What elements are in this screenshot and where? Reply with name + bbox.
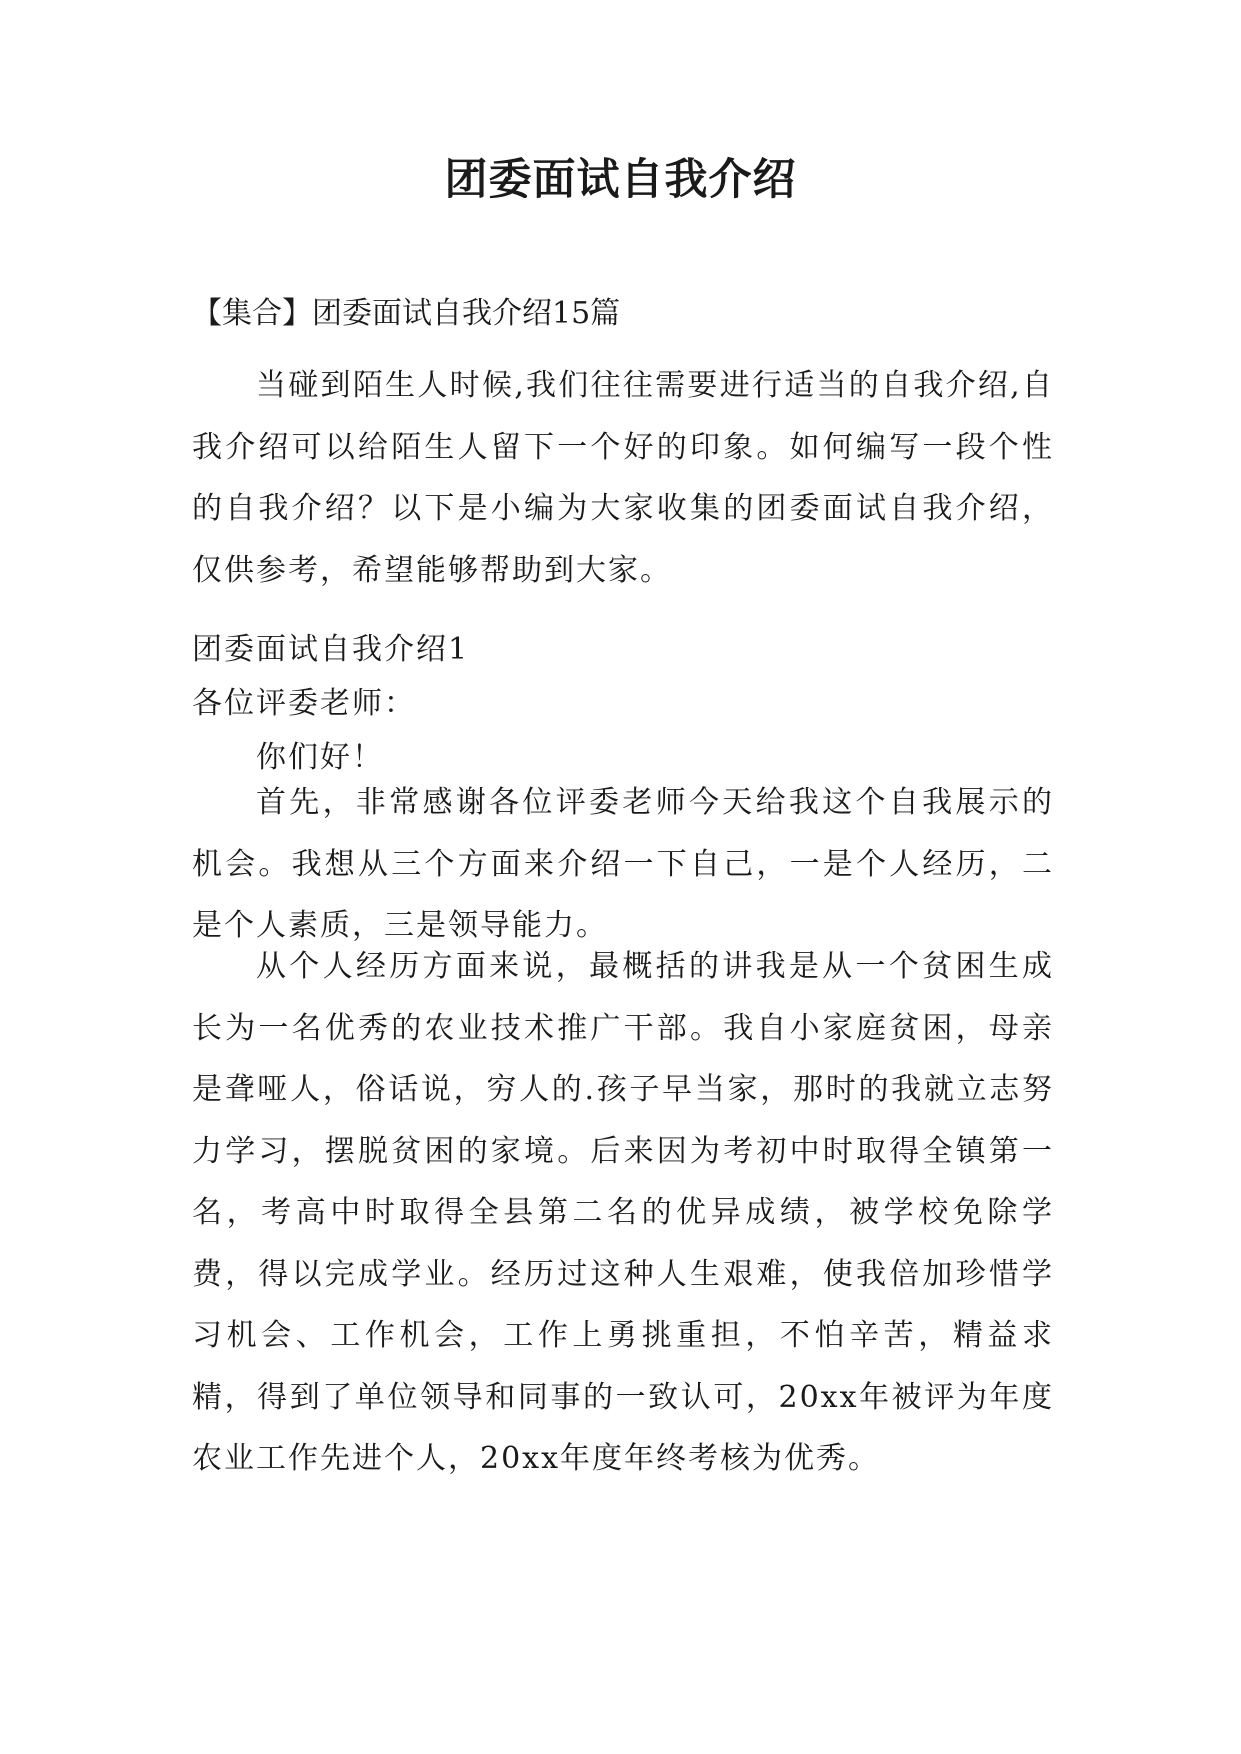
body-paragraph: 首先，非常感谢各位评委老师今天给我这个自我展示的机会。我想从三个方面来介绍一下自己，一是个人经历，二是个人素质，三是领导能力。	[192, 785, 1054, 943]
section-heading: 团委面试自我介绍1	[192, 632, 470, 667]
salutation: 各位评委老师：	[192, 686, 416, 721]
intro-paragraph: 当碰到陌生人时候,我们往往需要进行适当的自我介绍,自我介绍可以给陌生人留下一个好的印象。如何编写一段个性的自我介绍？以下是小编为大家收集的团委面试自我介绍，仅供参考，希望能够帮助到大家。	[192, 368, 1054, 588]
page-title: 团委面试自我介绍	[444, 155, 797, 205]
greeting: 你们好！	[256, 740, 384, 775]
document-subtitle: 【集合】团委面试自我介绍15篇	[192, 296, 621, 331]
body-paragraph: 从个人经历方面来说，最概括的讲我是从一个贫困生成长为一名优秀的农业技术推广干部。我自小家庭贫困，母亲是聋哑人，俗话说，穷人的.孩子早当家，那时的我就立志努力学习，摆脱贫困的家境。后来因为考初中时取得全镇第一名，考高中时取得全县第二名的优异成绩，被学校免除学费，得以完成学业。经历过这种人生艰难，使我倍加珍惜学习机会、工作机会，工作上勇挑重担，不怕辛苦，精益求精，得到了单位领导和同事的一致认可，20xx年被评为年度农业工作先进个人，20xx年度年终考核为优秀。	[192, 949, 1054, 1476]
